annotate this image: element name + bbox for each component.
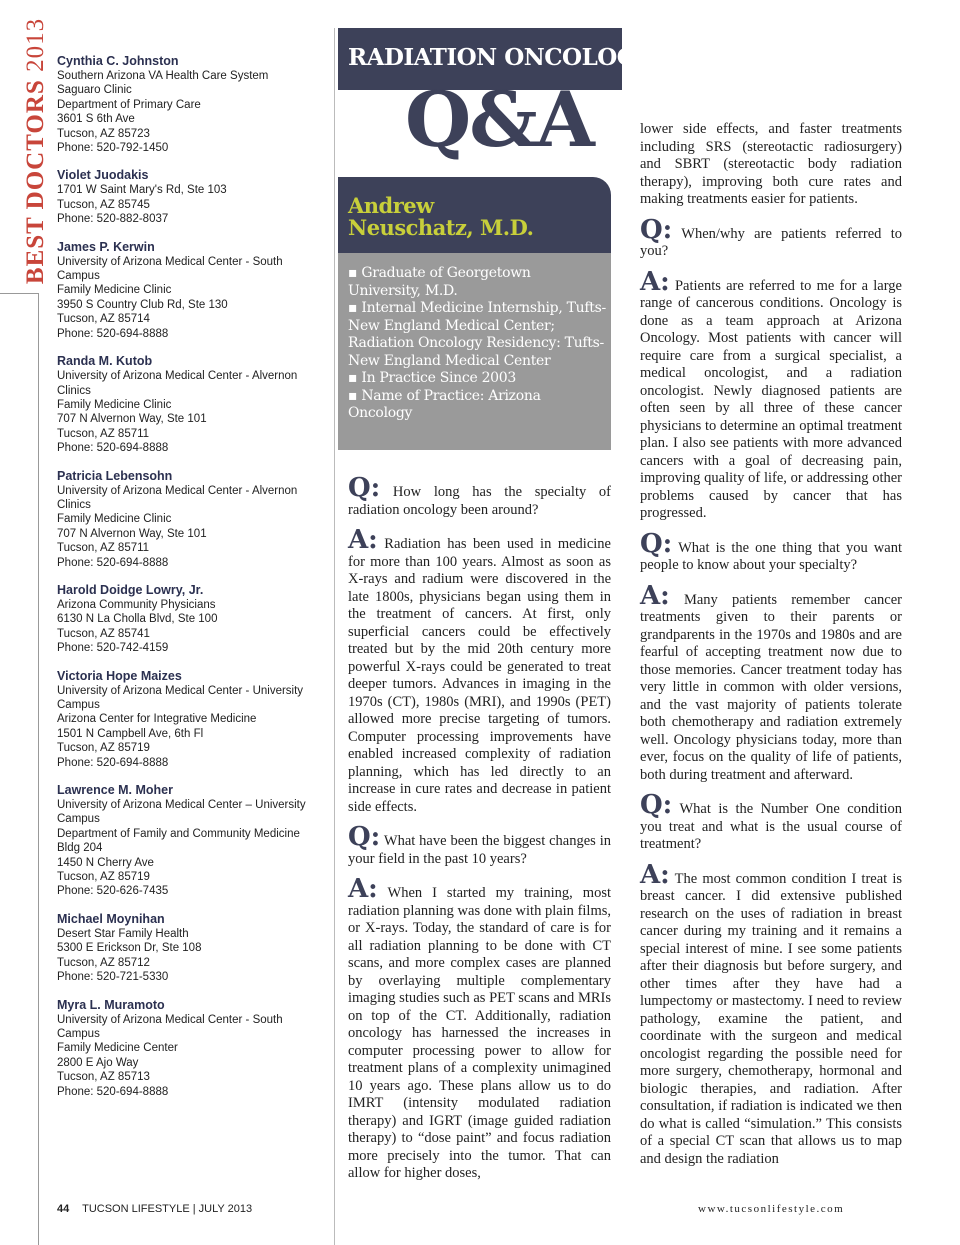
doctor-entry xyxy=(57,912,327,985)
doctor-entry-line: 6130 N La Cholla Blvd, Ste 100 xyxy=(57,613,218,626)
doctor-entry-line: Clinics xyxy=(57,384,91,397)
doctor-entry-line: University of Arizona Medical Center - University xyxy=(57,684,304,697)
doctor-entry-line: 1701 W Saint Mary's Rd, Ste 103 xyxy=(57,184,227,197)
doctor-entry-line: University of Arizona Medical Center - South xyxy=(57,1013,283,1026)
website: www.tucsonlifestyle.com xyxy=(698,1203,845,1215)
doctor-entry-line: University of Arizona Medical Center - South xyxy=(57,255,283,268)
doctor-entry-line: 3950 S Country Club Rd, Ste 130 xyxy=(57,298,228,311)
credential-item: ▪ In Practice Since 2003 xyxy=(348,370,517,386)
doctor-entry-line: Department of Family and Community Medicine xyxy=(57,827,300,840)
doctor-entry-line: Family Medicine Clinic xyxy=(57,284,172,297)
doctor-entry-line: Phone: 520-721-5330 xyxy=(57,971,169,984)
doctor-entry xyxy=(57,54,327,155)
year-label: 2013 xyxy=(22,17,49,72)
doctor-entry-line: Phone: 520-694-8888 xyxy=(57,1085,169,1098)
paragraph-text: When/why are patients referred to you? xyxy=(640,225,902,259)
continued-paragraph xyxy=(640,121,902,209)
credential-item: ▪ Internal Medicine Internship, Tufts-New England Medical Center; Radiation Oncology Residency: Tufts-New England Medical Center xyxy=(348,300,606,369)
doctor-entry-line: Arizona Center for Integrative Medicine xyxy=(57,713,257,726)
doctor-entry-line: Family Medicine Clinic xyxy=(57,513,172,526)
doctor-entry-name: Violet Juodakis xyxy=(57,168,149,183)
question-paragraph xyxy=(640,528,902,575)
article-column-2 xyxy=(640,121,902,1181)
doctor-entry-line: Tucson, AZ 85741 xyxy=(57,627,150,640)
paragraph-text: When I started my training, most radiation planning was done with plain films, or X-rays. Today, the standard of care is for all radiation planning to be done with CT scans, and more complex cases are planned by overlaying multiple complementary imaging studies such as PET scans and MRIs on top of the CT. Additionally, radiation oncology has harnessed the increases in computer processing power to allow for treatment plans of a complexity unimagined 10 years ago. These plans allow us to do IMRT (intensity modulated radiation therapy) and IGRT (image guided radiation therapy) to “dose paint” and focus radiation more precisely into the tumor. That can allow for higher doses, xyxy=(348,885,611,1181)
doctor-entry xyxy=(57,669,327,770)
doctor-entry-line: University of Arizona Medical Center - Alvernon xyxy=(57,484,298,497)
doctor-entry-line: Phone: 520-742-4159 xyxy=(57,642,169,655)
footer-separator: | xyxy=(192,1203,199,1215)
doctor-entry-name: Patricia Lebensohn xyxy=(57,468,173,483)
page-footer xyxy=(57,1203,252,1215)
doctor-entry-line: Desert Star Family Health xyxy=(57,927,189,940)
doctor-entry-line: University of Arizona Medical Center – University xyxy=(57,799,306,812)
doctor-list xyxy=(57,54,327,1112)
doctor-entry-name: Michael Moynihan xyxy=(57,911,165,926)
doctor-entry-name: James P. Kerwin xyxy=(57,239,155,254)
section-title: RADIATION ONCOLOGY xyxy=(348,44,652,71)
doctor-entry-line: 3601 S 6th Ave xyxy=(57,113,135,126)
doctor-entry-line: Phone: 520-626-7435 xyxy=(57,885,169,898)
paragraph-text: What is the one thing that you want people to know about your specialty? xyxy=(640,539,902,573)
doctor-name-line-2: Neuschatz, M.D. xyxy=(348,215,534,240)
paragraph-text: What have been the biggest changes in your field in the past 10 years? xyxy=(348,833,611,867)
answer-paragraph xyxy=(348,874,611,1183)
question-paragraph xyxy=(640,790,902,854)
doctor-entry-line: Southern Arizona VA Health Care System xyxy=(57,70,269,82)
doctor-entry-line: Bldg 204 xyxy=(57,842,103,855)
doctor-entry-line: Family Medicine Center xyxy=(57,1042,178,1055)
paragraph-text: Radiation has been used in medicine for more than 100 years. Almost as soon as X-rays and radium were discovered in the late 1800s, physicians began using them in the treatment of cancers. At first, only superficial cancers could be effectively treated but by the mid 20th century more powerful X-rays could be generated to treat deeper tumors. Advances in imaging in the 1970s (CT), 1980s (MRI), and 1990s (PET) allowed more precise targeting of tumors. Computer processing improvements have enabled increased complexity of radiation planning, which has led directly to an increase in cure rates and decrease in patient side effects. xyxy=(348,536,611,815)
doctor-name-line-1: Andrew xyxy=(348,193,434,218)
doctor-entry-line: Tucson, AZ 85714 xyxy=(57,313,150,326)
doctor-entry-line: Tucson, AZ 85723 xyxy=(57,127,150,140)
answer-paragraph xyxy=(348,525,611,816)
vertical-section-title xyxy=(22,17,49,285)
doctor-entry xyxy=(57,469,327,570)
best-doctors-label: BEST DOCTORS xyxy=(22,79,49,285)
doctor-entry-line: Phone: 520-694-8888 xyxy=(57,756,169,769)
paragraph-text: What is the Number One condition you treat and what is the usual course of treatment? xyxy=(640,801,902,852)
doctor-entry-line: 2800 E Ajo Way xyxy=(57,1056,139,1069)
doctor-entry xyxy=(57,583,327,656)
question-mark-label: Q: xyxy=(640,528,673,559)
column-divider xyxy=(334,28,335,1245)
issue-date: JULY 2013 xyxy=(198,1203,253,1215)
doctor-entry-line: Family Medicine Clinic xyxy=(57,398,172,411)
doctor-entry-line: 1501 N Campbell Ave, 6th Fl xyxy=(57,727,204,740)
doctor-entry-line: Phone: 520-694-8888 xyxy=(57,327,169,340)
doctor-entry xyxy=(57,998,327,1099)
doctor-entry-name: Harold Doidge Lowry, Jr. xyxy=(57,582,204,597)
doctor-entry-name: Cynthia C. Johnston xyxy=(57,54,179,68)
question-paragraph xyxy=(348,822,611,868)
doctor-entry-line: Clinics xyxy=(57,498,91,511)
sidebar-rule xyxy=(0,293,38,294)
doctor-entry-line: 1450 N Cherry Ave xyxy=(57,856,154,869)
question-mark-label: Q: xyxy=(640,790,673,820)
credential-item: ▪ Graduate of Georgetown University, M.D. xyxy=(348,265,531,299)
doctor-entry-name: Victoria Hope Maizes xyxy=(57,668,182,683)
paragraph-text: lower side effects, and faster treatments including SRS (stereotactic radiosurgery) and SBRT (stereotactic body radiation therapy), improving both cure rates and making treatments easier for patients. xyxy=(640,121,902,207)
doctor-entry-line: Tucson, AZ 85711 xyxy=(57,427,150,440)
doctor-entry-line: Tucson, AZ 85719 xyxy=(57,742,150,755)
answer-paragraph xyxy=(640,266,902,523)
doctor-entry-line: University of Arizona Medical Center - Alvernon xyxy=(57,370,298,383)
doctor-entry-name: Myra L. Muramoto xyxy=(57,997,165,1012)
answer-paragraph xyxy=(640,859,902,1169)
doctor-entry xyxy=(57,240,327,341)
paragraph-text: Patients are referred to me for a large range of cancerous conditions. Oncology is done as a team approach at Arizona Oncology. Most patients with cancer will require care from a surgical specialist, a medical oncologist, and a radiation oncologist. Newly diagnosed patients are often seen by all three of these cancer physicians to determine an optimal treatment plan. I also see patients with more advanced cancers with a goal of decreasing pain, improving quality of life, or addressing other problems caused by cancer that has progressed. xyxy=(640,277,902,521)
answer-mark-label: A: xyxy=(348,874,378,904)
doctor-entry-line: Campus xyxy=(57,270,100,283)
question-mark-label: Q: xyxy=(640,214,673,245)
doctor-entry-line: Campus xyxy=(57,699,100,711)
doctor-entry-line: Phone: 520-694-8888 xyxy=(57,556,169,569)
answer-mark-label: A: xyxy=(640,859,670,890)
doctor-entry-line: Arizona Community Physicians xyxy=(57,598,216,611)
doctor-entry-name: Randa M. Kutob xyxy=(57,354,153,369)
sidebar-vertical-rule xyxy=(38,293,39,1245)
doctor-entry-line: Campus xyxy=(57,1027,100,1040)
doctor-entry-line: Tucson, AZ 85712 xyxy=(57,956,150,969)
doctor-entry xyxy=(57,783,327,899)
answer-mark-label: A: xyxy=(640,580,670,611)
doctor-entry-line: Tucson, AZ 85711 xyxy=(57,542,150,555)
page-number: 44 xyxy=(57,1203,70,1215)
doctor-entry-line: Campus xyxy=(57,813,100,826)
answer-paragraph xyxy=(640,580,902,785)
doctor-entry-line: Phone: 520-694-8888 xyxy=(57,442,169,455)
doctor-name xyxy=(348,195,533,239)
answer-mark-label: A: xyxy=(348,525,378,555)
question-paragraph xyxy=(640,214,902,261)
publication-name: TUCSON LIFESTYLE xyxy=(82,1203,190,1215)
doctor-entry-line: Department of Primary Care xyxy=(57,98,201,111)
paragraph-text: The most common condition I treat is breast cancer. I did extensive published research on the uses of radiation in breast cancer during my training and it remains a special interest of mine. I see some patients after their diagnosis but before surgery, and other times after they have had a lumpectomy or mastectomy. I need to review pathology, examine the patient, and coordinate with the surgeon and medical oncologist regarding the possible need for more surgery, chemotherapy, hormonal and biologic therapies, and radiation. After consultation, if radiation is indicated we then do what is called “simulation.” This consists of a special CT scan that allows us to map and design the radiation xyxy=(640,870,902,1167)
question-mark-label: Q: xyxy=(348,822,381,852)
doctor-entry-line: 707 N Alvernon Way, Ste 101 xyxy=(57,413,207,426)
paragraph-text: How long has the specialty of radiation oncology been around? xyxy=(348,484,611,518)
doctor-entry-line: Tucson, AZ 85745 xyxy=(57,198,150,211)
doctor-entry-line: 5300 E Erickson Dr, Ste 108 xyxy=(57,942,202,955)
credentials-list xyxy=(348,265,606,423)
paragraph-text: Many patients remember cancer treatments given to their parents or grandparents in the 1970s and 1980s and are fearful of accepting treatment now due to those memories. Cancer treatment today has very little in common with older versions, and the vast majority of patients tolerate both chemotherapy and radiation extremely well. Oncology physicians today, more than ever, focus on the quality of life of patients, both during treatment and afterward. xyxy=(640,591,902,783)
doctor-entry-line: Tucson, AZ 85719 xyxy=(57,871,150,884)
question-paragraph xyxy=(348,473,611,519)
answer-mark-label: A: xyxy=(640,266,670,297)
question-mark-label: Q: xyxy=(348,473,381,503)
doctor-entry-line: Saguaro Clinic xyxy=(57,84,132,97)
doctor-entry xyxy=(57,168,327,226)
qa-title: Q&A xyxy=(405,75,593,164)
doctor-entry-line: Tucson, AZ 85713 xyxy=(57,1071,150,1084)
credential-item: ▪ Name of Practice: Arizona Oncology xyxy=(348,387,541,421)
doctor-entry xyxy=(57,354,327,455)
doctor-entry-line: Phone: 520-792-1450 xyxy=(57,142,169,155)
doctor-entry-line: 707 N Alvernon Way, Ste 101 xyxy=(57,527,207,540)
article-column-1 xyxy=(348,473,611,1196)
doctor-entry-line: Phone: 520-882-8037 xyxy=(57,213,169,226)
doctor-entry-name: Lawrence M. Moher xyxy=(57,783,173,798)
